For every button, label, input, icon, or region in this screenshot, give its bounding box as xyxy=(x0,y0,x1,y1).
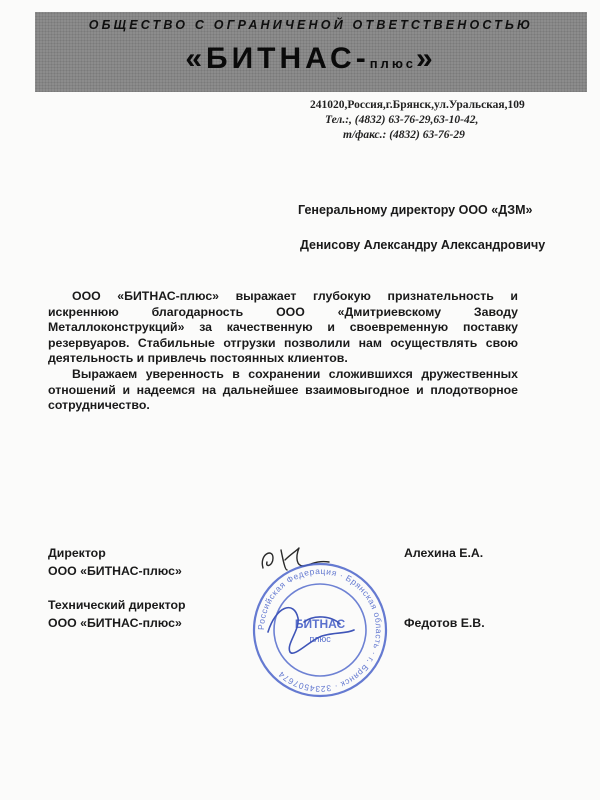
brand-main: «БИТНАС- xyxy=(185,42,370,75)
company-fax: т/факс.: (4832) 63-76-29 xyxy=(343,129,465,141)
director-name: Алехина Е.А. xyxy=(404,546,484,560)
tech-director-org: ООО «БИТНАС-плюс» xyxy=(48,616,182,630)
org-form-line: ОБЩЕСТВО С ОГРАНИЧЕНОЙ ОТВЕТСТВЕНОСТЬЮ xyxy=(88,18,534,32)
tech-director-name: Федотов Е.В. xyxy=(404,616,485,630)
company-stamp xyxy=(250,560,390,700)
director-org: ООО «БИТНАС-плюс» xyxy=(48,564,182,578)
director-title: Директор xyxy=(48,546,106,560)
company-address: 241020,Россия,г.Брянск,ул.Уральская,109 xyxy=(310,99,525,111)
recipient-name: Денисову Александру Александровичу xyxy=(300,238,546,252)
letter-body xyxy=(48,289,518,414)
company-phone: Тел.:, (4832) 63-76-29,63-10-42, xyxy=(325,114,479,126)
svg-text:Российская Федерация · Брянска: Российская Федерация · Брянская область · г. Брянск · 3234507674 xyxy=(255,565,385,695)
svg-text:плюс: плюс xyxy=(309,634,331,644)
recipient-position: Генеральному директору ООО «ДЗМ» xyxy=(298,203,533,217)
body-paragraph-1: ООО «БИТНАС-плюс» выражает глубокую признательность и искреннюю благодарность ООО «Дмитриевскому Заводу Металлоконструкций» за качественную и своевременную поставку резервуаров. Стабильные отгрузки позволили нам осуществлять свою деятельность и привлечь постоянных клиентов. xyxy=(48,289,518,366)
company-brand xyxy=(35,42,587,76)
tech-director-title: Технический директор xyxy=(48,598,186,612)
letterhead-band xyxy=(35,12,587,92)
svg-text:БИТНАС: БИТНАС xyxy=(294,617,346,631)
brand-small: плюс xyxy=(369,56,416,71)
brand-close: » xyxy=(415,42,437,75)
body-paragraph-2: Выражаем уверенность в сохранении сложившихся дружественных отношений и надеемся на дальнейшее взаимовыгодное и плодотворное сотрудничество. xyxy=(48,366,518,413)
